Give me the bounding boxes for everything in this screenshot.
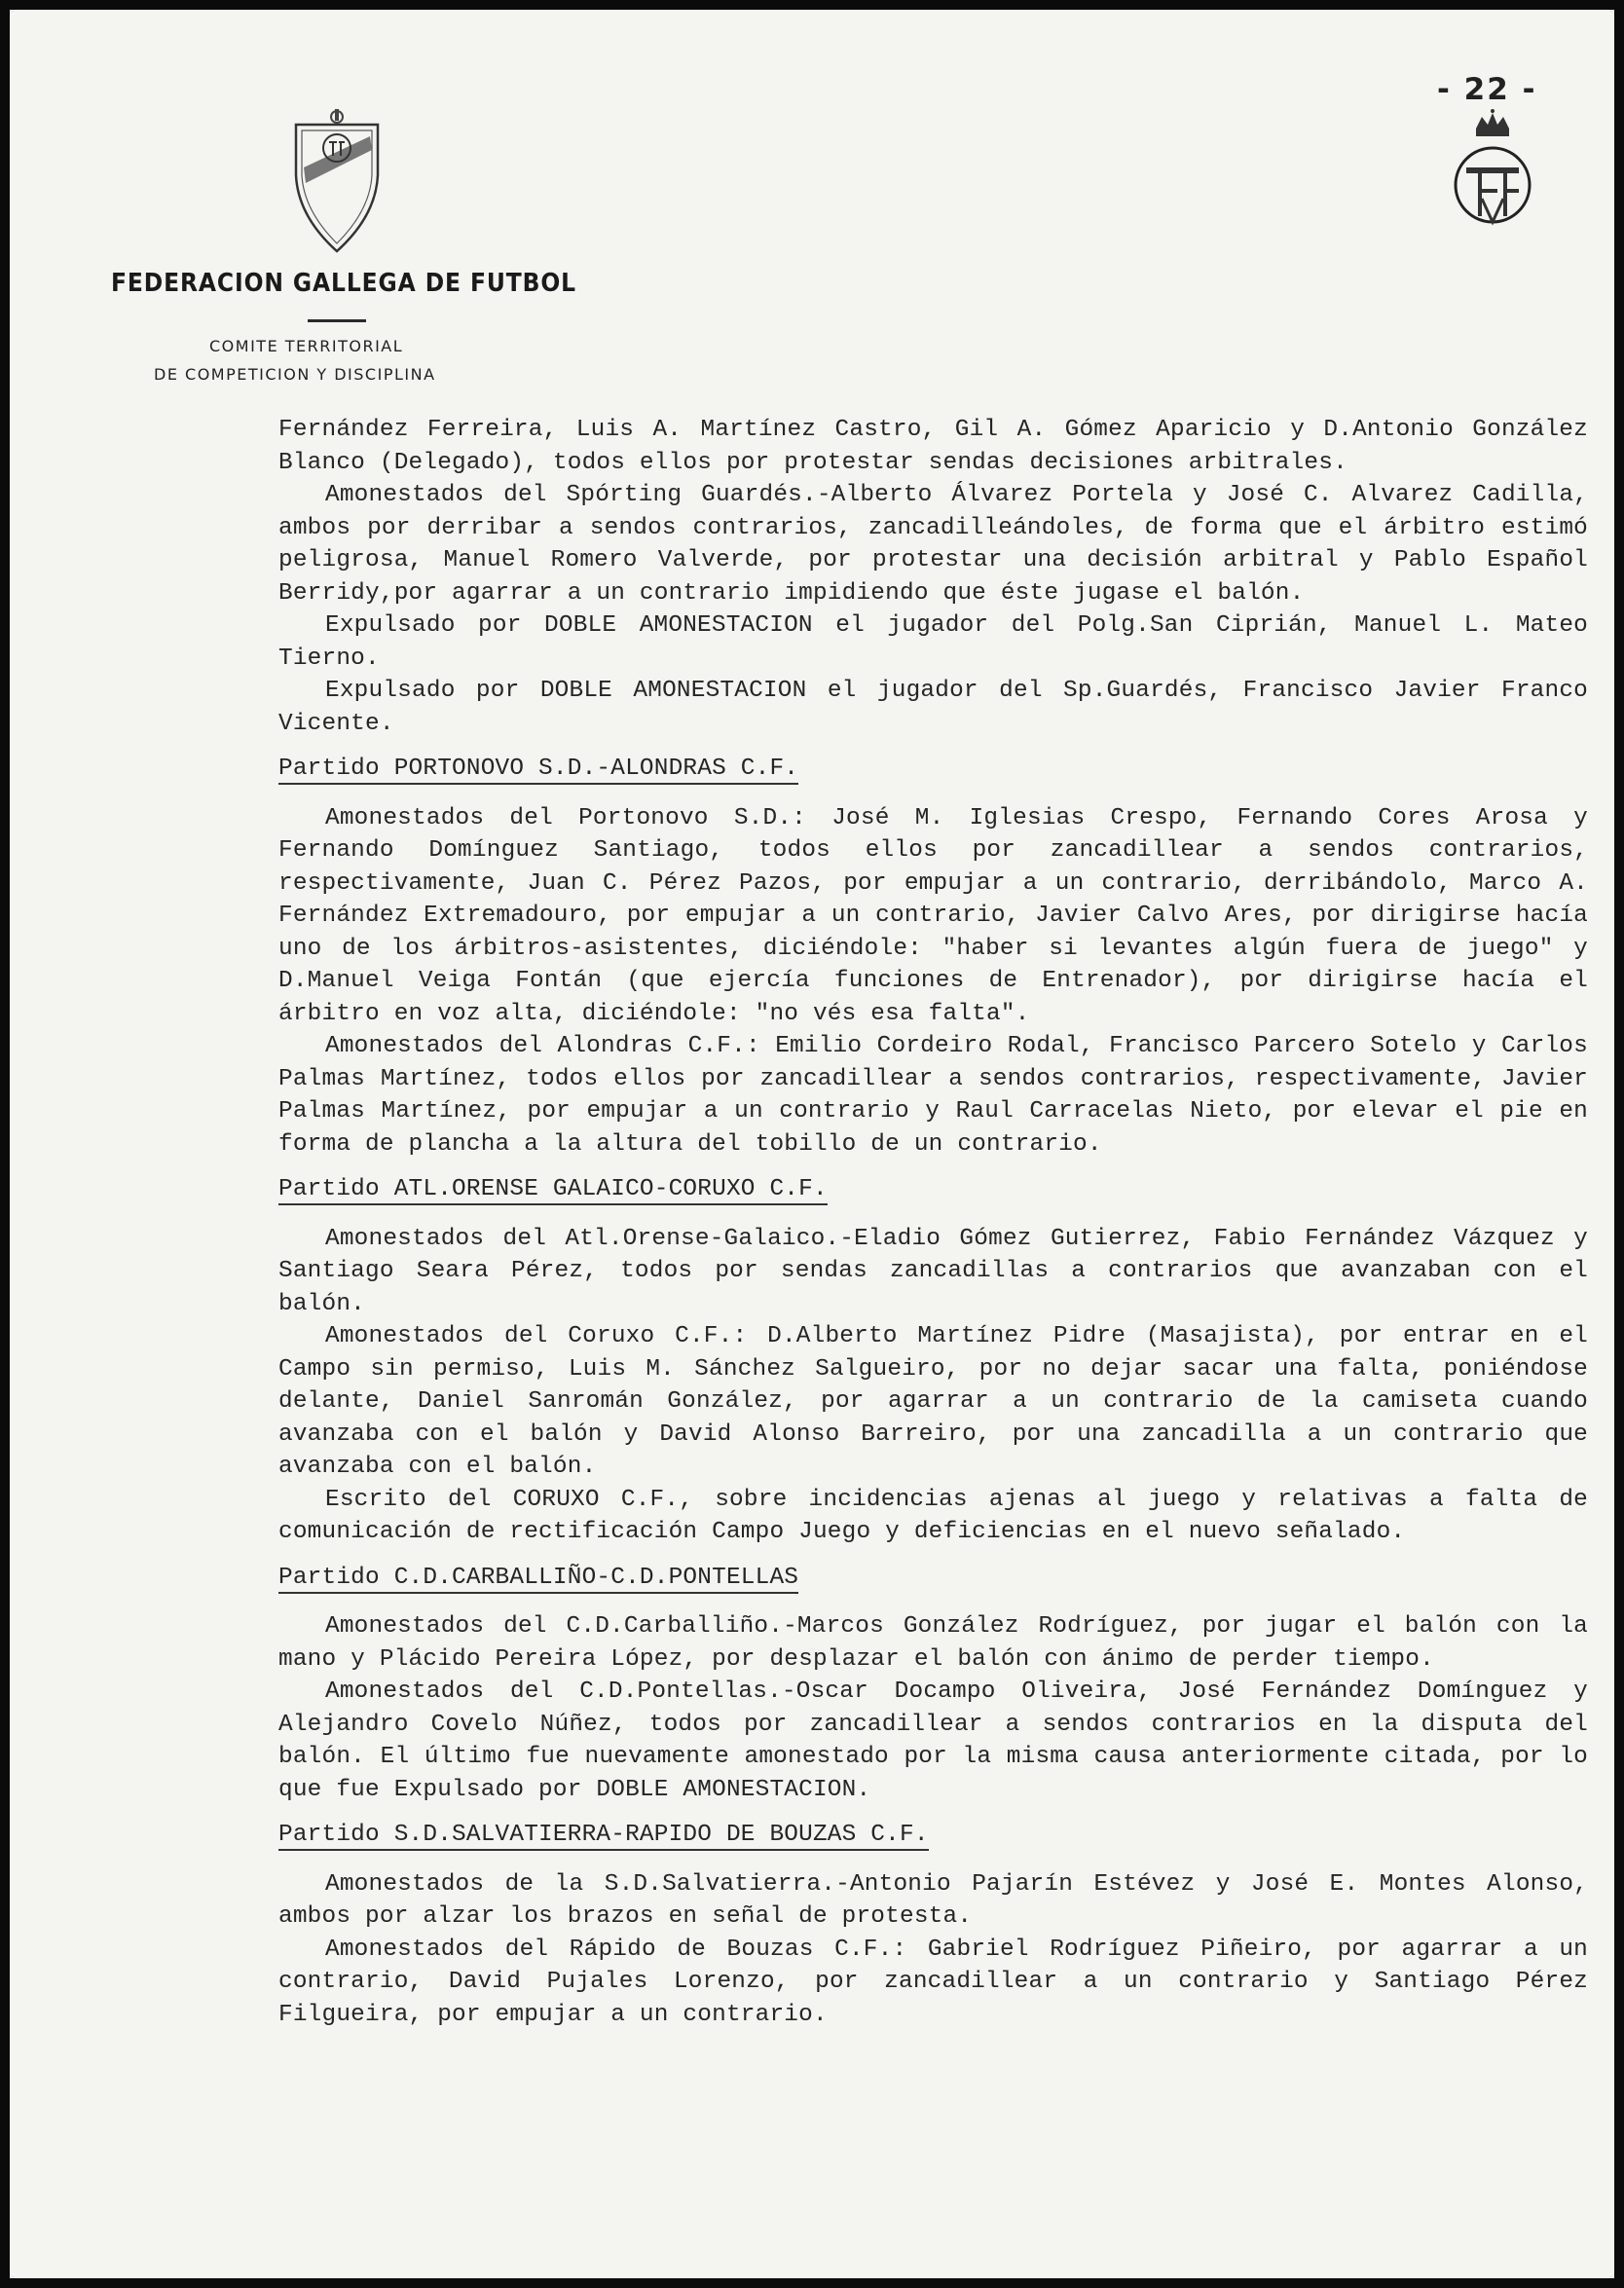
body-paragraph: Amonestados del C.D.Carballiño.-Marcos González Rodríguez, por jugar el balón con la mano y Plácido Pereira López, por desplazar el balón con ánimo de perder tiempo.: [278, 1613, 1603, 1673]
document-body: [278, 414, 1603, 2031]
body-paragraph: Amonestados del Portonovo S.D.: José M. Iglesias Crespo, Fernando Cores Arosa y Fernando Domínguez Santiago, todos ellos por zancadillear a sendos contrarios, respectivamente, Juan C. Pérez Pazos, por empujar a un contrario, derribándolo, Marco A. Fernández Extremadouro, por empujar a un contrario, Javier Calvo Ares, por dirigirse hacía uno de los árbitros-asistentes, diciéndole: "haber si levantes algún fuera de juego" y D.Manuel Veiga Fontán (que ejercía funciones de Entrenador), por dirigirse hacía el árbitro en voz alta, diciéndole: "no vés esa falta".: [278, 804, 1603, 1027]
body-paragraph: Amonestados del Spórting Guardés.-Alberto Álvarez Portela y José C. Alvarez Cadilla, ambos por derribar a sendos contrarios, zancadilleándoles, de forma que el árbitro estimó peligrosa, Manuel Romero Valverde, por protestar una decisión arbitral y Pablo Español Berridy,por agarrar a un contrario impidiendo que éste jugase el balón.: [278, 482, 1603, 607]
match-heading: [278, 1562, 1588, 1595]
match-heading: [278, 1173, 1588, 1206]
rfef-crest-icon: [1449, 109, 1536, 234]
body-paragraph: Expulsado por DOBLE AMONESTACION el jugador del Polg.San Ciprián, Manuel L. Mateo Tierno.: [278, 612, 1603, 672]
match-heading-text: Partido PORTONOVO S.D.-ALONDRAS C.F.: [278, 756, 798, 785]
body-paragraph: Fernández Ferreira, Luis A. Martínez Castro, Gil A. Gómez Aparicio y D.Antonio González Blanco (Delegado), todos ellos por protestar sendas decisiones arbitrales.: [278, 417, 1603, 476]
body-paragraph: Amonestados del Alondras C.F.: Emilio Cordeiro Rodal, Francisco Parcero Sotelo y Carlos Palmas Martínez, todos ellos por zancadillear a sendos contrarios, respectivamente, Javier Palmas Martínez, por empujar a un contrario y Raul Carracelas Nieto, por elevar el pie en forma de plancha a la altura del tobillo de un contrario.: [278, 1033, 1603, 1158]
body-paragraph: Amonestados del Atl.Orense-Galaico.-Eladio Gómez Gutierrez, Fabio Fernández Vázquez y Santiago Seara Pérez, todos por sendas zancadillas a contrarios que avanzaban con el balón.: [278, 1225, 1603, 1317]
committee-line-2: DE COMPETICION Y DISCIPLINA: [154, 365, 436, 384]
match-heading: [278, 1819, 1588, 1852]
match-heading-text: Partido ATL.ORENSE GALAICO-CORUXO C.F.: [278, 1176, 828, 1205]
body-paragraph: Amonestados de la S.D.Salvatierra.-Antonio Pajarín Estévez y José E. Montes Alonso, ambos por alzar los brazos en señal de protesta.: [278, 1870, 1603, 1930]
body-paragraph: Amonestados del C.D.Pontellas.-Oscar Docampo Oliveira, José Fernández Domínguez y Alejandro Covelo Núñez, todos por zancadillear a sendos contrarios en la disputa del balón. El último fue nuevamente amonestado por la misma causa anteriormente citada, por lo que fue Expulsado por DOBLE AMONESTACION.: [278, 1679, 1603, 1803]
title-divider: [308, 319, 366, 322]
document-page: [10, 10, 1614, 2278]
page-number: - 22 -: [1437, 72, 1537, 107]
body-paragraph: Escrito del CORUXO C.F., sobre incidencias ajenas al juego y relativas a falta de comunicación de rectificación Campo Juego y deficiencias en el nuevo señalado.: [278, 1486, 1603, 1545]
body-paragraph: Expulsado por DOBLE AMONESTACION el jugador del Sp.Guardés, Francisco Javier Franco Vicente.: [278, 678, 1603, 737]
committee-line-1: COMITE TERRITORIAL: [209, 337, 404, 355]
fgf-shield-icon: [290, 107, 384, 253]
match-heading-text: Partido S.D.SALVATIERRA-RAPIDO DE BOUZAS C.F.: [278, 1822, 929, 1851]
match-heading-text: Partido C.D.CARBALLIÑO-C.D.PONTELLAS: [278, 1565, 798, 1594]
organization-title: FEDERACION GALLEGA DE FUTBOL: [111, 269, 576, 298]
body-paragraph: Amonestados del Coruxo C.F.: D.Alberto Martínez Pidre (Masajista), por entrar en el Campo sin permiso, Luis M. Sánchez Salgueiro, por no dejar sacar una falta, poniéndose delante, Daniel Sanromán González, por agarrar a un contrario de la camiseta cuando avanzaba con el balón y David Alonso Barreiro, por una zancadilla a un contrario que avanzaba con el balón.: [278, 1323, 1603, 1480]
match-heading: [278, 753, 1588, 786]
body-paragraph: Amonestados del Rápido de Bouzas C.F.: Gabriel Rodríguez Piñeiro, por agarrar a un contrario, David Pujales Lorenzo, por zancadillear a un contrario y Santiago Pérez Filgueira, por empujar a un contrario.: [278, 1936, 1603, 2028]
